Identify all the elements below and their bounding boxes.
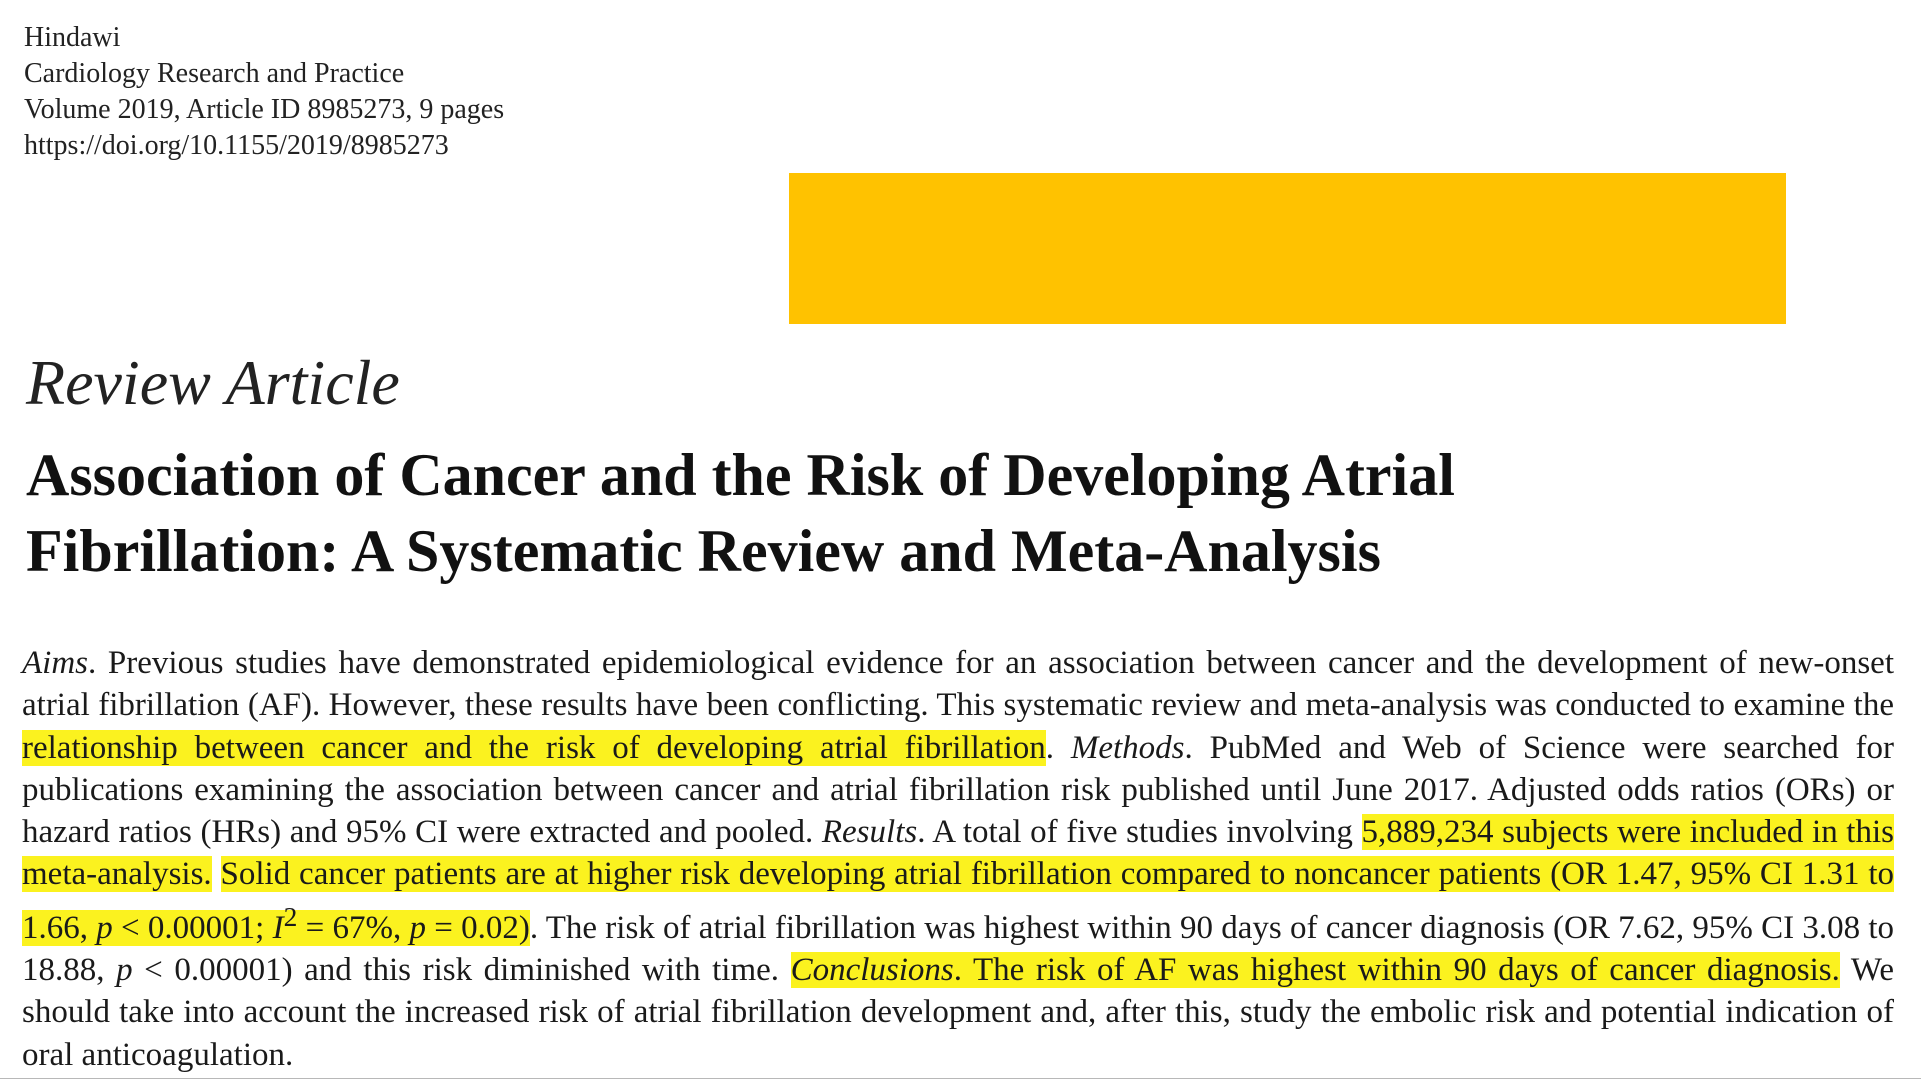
results-risk-text-c: = 67%, (297, 909, 410, 946)
p-symbol-1: p (96, 909, 113, 946)
aims-label: Aims (22, 645, 88, 681)
results-text-3: < 0.00001) and this risk diminished with time. (132, 952, 791, 989)
title-line-2: Fibrillation: A Systematic Review and Meta-Analysis (26, 518, 1381, 584)
volume-info: Volume 2019, Article ID 8985273, 9 pages (24, 94, 505, 125)
results-risk-text-a: Solid cancer patients are at higher risk developing atrial fibrillation compared to noncancer patients (OR 1.47, 95% CI 1.31 to 1.66, (22, 856, 1895, 946)
results-text: . A total of five studies involving (917, 814, 1362, 851)
journal-name: Cardiology Research and Practice (24, 58, 405, 89)
conclusions-label: Conclusions (790, 952, 954, 989)
conclusions-text: We should take into account the increased risk of atrial fibrillation development and, after this, study the embolic risk and potential indication of oral anticoagulation. (22, 952, 1894, 1073)
results-risk-text-d: = 0.02) (425, 909, 530, 946)
p-symbol-2: p (409, 909, 426, 946)
results-label: Results (821, 814, 918, 851)
p-symbol-3: p (116, 952, 133, 989)
page-divider (0, 1078, 1921, 1079)
journal-header (24, 20, 504, 164)
article-type: Review Article (26, 347, 400, 418)
article-title (26, 437, 1886, 589)
aims-end: . (1045, 729, 1071, 766)
aims-text: . Previous studies have demonstrated epidemiological evidence for an association between cancer and the development of new-onset atrial fibrillation (AF). However, these results have been conflicting. This systematic review and meta-analysis was conducted to examine the (22, 645, 1894, 724)
results-highlight-subjects: 5,889,234 subjects were included in this meta-analysis. (22, 814, 1894, 893)
methods-text: . PubMed and Web of Science were searched for publications examining the association between cancer and atrial fibrillation risk published until June 2017. Adjusted odds ratios (ORs) or hazard ratios (HRs) and 95% CI were extracted and pooled. (22, 729, 1895, 851)
doi-link[interactable]: https://doi.org/10.1155/2019/8985273 (24, 130, 449, 161)
i-squared-superscript: 2 (283, 900, 298, 932)
abstract (22, 642, 1894, 1076)
methods-label: Methods (1070, 729, 1185, 766)
results-risk-text-b: < 0.00001; (112, 909, 273, 946)
aims-highlight: relationship between cancer and the risk of developing atrial fibrillation (22, 729, 1046, 766)
i-squared-symbol: I (272, 909, 284, 946)
results-text-2: . The risk of atrial fibrillation was highest within 90 days of cancer diagnosis (OR 7.62, 95% CI 3.08 to 18.88, (22, 909, 1895, 989)
publisher-name: Hindawi (24, 22, 121, 53)
conclusions-highlight-text: . The risk of AF was highest within 90 days of cancer diagnosis. (953, 952, 1840, 989)
redaction-block (789, 173, 1786, 324)
results-gap (212, 856, 221, 892)
title-line-1: Association of Cancer and the Risk of Developing Atrial (26, 442, 1455, 508)
conclusions-highlight (791, 952, 1840, 988)
